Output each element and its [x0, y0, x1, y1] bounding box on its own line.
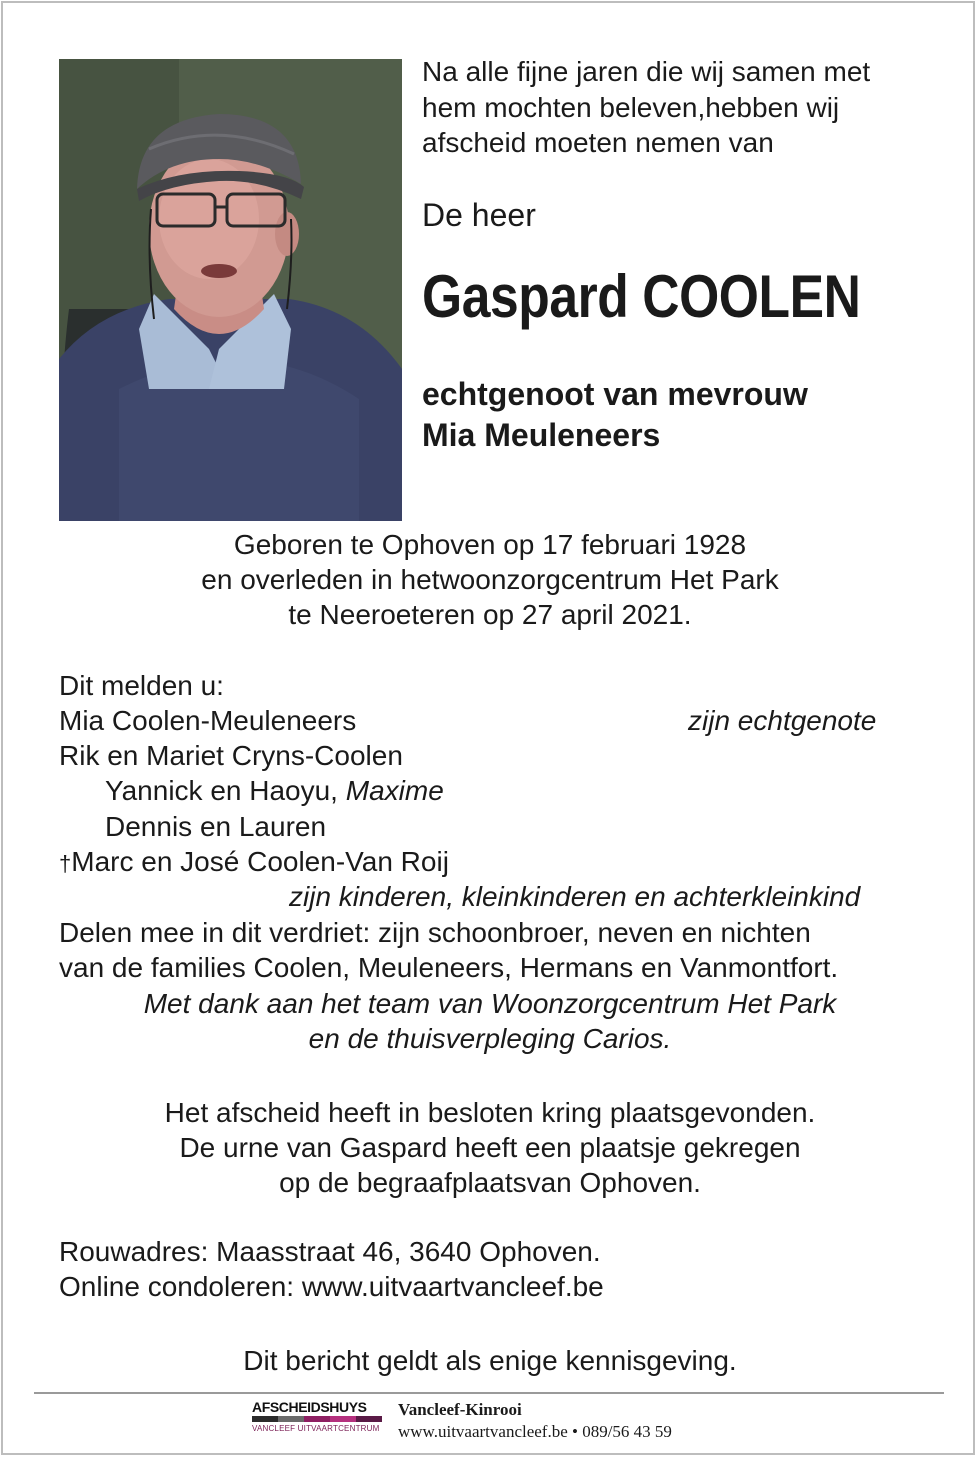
farewell-info: [0, 1095, 980, 1201]
great-grandchild: Maxime: [345, 775, 444, 806]
cross-icon: †: [59, 851, 72, 876]
online-condolence: Online condoleren: www.uitvaartvancleef.be: [59, 1271, 604, 1302]
footer-divider: [34, 1392, 944, 1394]
grandchild-2: Dennis en Lauren: [105, 811, 327, 842]
logo-subtitle: VANCLEEF UITVAARTCENTRUM: [252, 1424, 380, 1433]
grandchild-1: [105, 775, 444, 807]
share-line-1: Delen mee in dit verdriet: zijn schoonbroer, neven en nichten: [59, 917, 811, 948]
spouse-line-1: echtgenoot van mevrouw: [422, 376, 808, 412]
announce-line: Dit melden u:: [59, 670, 224, 701]
logo-color-bar: [252, 1416, 382, 1422]
thanks-line-2: en de thuisverpleging Carios.: [308, 1023, 672, 1054]
intro-text: [422, 54, 942, 161]
farewell-line-1: Het afscheid heeft in besloten kring plaatsgevonden.: [164, 1097, 816, 1128]
child-2-names: Marc en José Coolen-Van Roij: [71, 846, 449, 877]
birth-death-info: [0, 527, 980, 633]
intro-line-1: Na alle fijne jaren die wij samen met: [422, 56, 871, 87]
portrait-photo: [59, 59, 402, 521]
portrait-illustration: [59, 59, 402, 521]
notice-line: Dit bericht geldt als enige kennisgeving.: [243, 1345, 737, 1376]
company-info: [398, 1400, 672, 1442]
funeral-home-logo: [252, 1399, 382, 1439]
farewell-line-2: De urne van Gaspard heeft een plaatsje gekregen: [179, 1132, 801, 1164]
intro-line-3: afscheid moeten nemen van: [422, 127, 774, 158]
mourning-address: Rouwadres: Maasstraat 46, 3640 Ophoven.: [59, 1236, 601, 1267]
wife-name: Mia Coolen-Meuleneers: [59, 705, 357, 736]
spouse-line-2: Mia Meuleneers: [422, 417, 661, 453]
birth-line-1: Geboren te Ophoven op 17 februari 1928: [233, 529, 747, 560]
logo-bar-seg-1: [252, 1416, 278, 1422]
logo-bar-seg-5: [356, 1416, 382, 1422]
birth-line-3: te Neeroeteren op 27 april 2021.: [288, 599, 692, 631]
thanks-line-1: Met dank aan het team van Woonzorgcentrum Het Park: [143, 988, 837, 1019]
wife-role: zijn echtgenote: [688, 705, 877, 736]
company-contact: www.uitvaartvancleef.be • 089/56 43 59: [398, 1422, 672, 1441]
spouse-info: [422, 374, 808, 456]
birth-line-2: en overleden in hetwoonzorgcentrum Het Park: [201, 564, 779, 596]
child-1: Rik en Mariet Cryns-Coolen: [59, 740, 403, 771]
farewell-line-3: op de begraafplaatsvan Ophoven.: [279, 1167, 701, 1199]
intro-line-2: hem mochten beleven,hebben wij: [422, 91, 840, 123]
logo-bar-seg-2: [278, 1416, 304, 1422]
company-name: Vancleef-Kinrooi: [398, 1400, 522, 1419]
logo-bar-seg-4: [330, 1416, 356, 1422]
share-line-2: van de families Coolen, Meuleneers, Hermans en Vanmontfort.: [59, 952, 839, 983]
logo-title: AFSCHEIDSHUYS: [252, 1399, 367, 1415]
grandchild-1-names: Yannick en Haoyu,: [105, 775, 338, 806]
deceased-name: Gaspard COOLEN: [422, 263, 861, 330]
honorific: De heer: [422, 197, 536, 233]
logo-bar-seg-3: [304, 1416, 330, 1422]
child-2: [59, 846, 449, 878]
children-role: zijn kinderen, kleinkinderen en achterkleinkind: [289, 881, 861, 912]
